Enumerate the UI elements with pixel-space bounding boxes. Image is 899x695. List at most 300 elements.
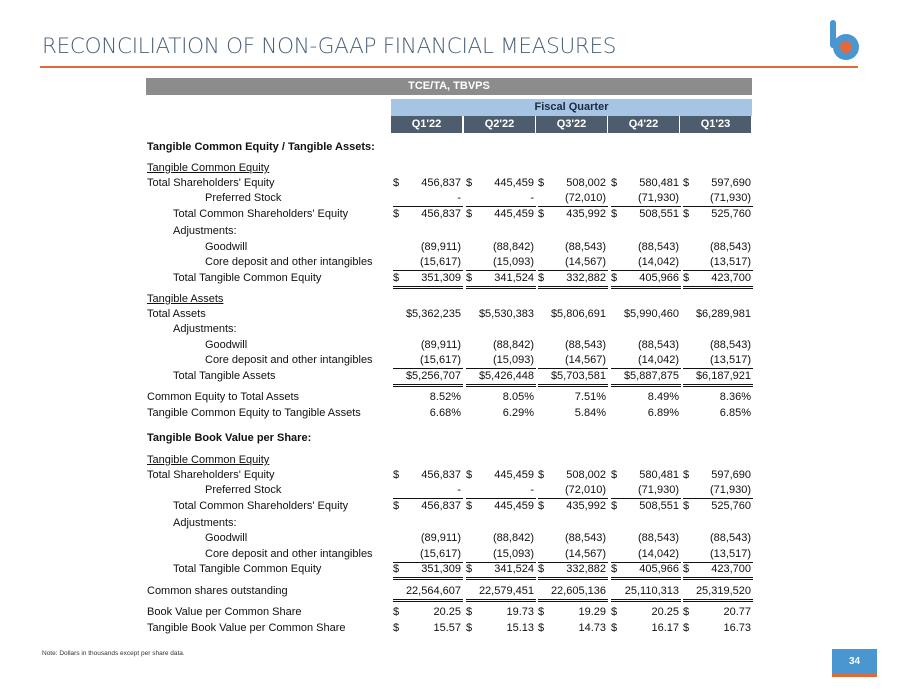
cell-value: 341,524: [494, 272, 534, 284]
table-cell: [611, 584, 681, 602]
table-cell: [393, 390, 463, 405]
cell-value: (88,543): [565, 241, 606, 253]
cell-value: 19.29: [578, 606, 606, 618]
cell-value: (88,543): [638, 241, 679, 253]
table-cell: [611, 531, 681, 546]
cell-value: 16.73: [723, 622, 751, 634]
row-label: Tangible Common Equity: [147, 454, 270, 466]
cell-value: $5,703,581: [550, 370, 606, 382]
table-cell: [683, 390, 753, 405]
table-row: [0, 605, 899, 620]
dollar-sign: $: [393, 272, 400, 284]
cell-value: 22,605,136: [550, 585, 606, 597]
dollar-sign: $: [538, 563, 545, 575]
cell-value: 25,319,520: [695, 585, 751, 597]
table-cell: [466, 483, 536, 499]
dollar-sign: $: [466, 469, 473, 481]
cell-value: (14,042): [638, 256, 679, 268]
table-cell: [611, 406, 681, 421]
cell-value: 445,459: [494, 469, 534, 481]
cell-value: (71,930): [710, 192, 751, 204]
cell-value: (15,617): [420, 548, 461, 560]
table-cell: [466, 240, 536, 255]
dollar-sign: $: [611, 208, 618, 220]
table-cell: [393, 353, 463, 369]
cell-value: (88,543): [565, 339, 606, 351]
table-cell: [538, 605, 608, 620]
table-cell: [683, 483, 753, 499]
table-row: [0, 390, 899, 405]
dollar-sign: $: [538, 606, 545, 618]
table-cell: [683, 369, 753, 387]
table-row: [0, 406, 899, 421]
table-cell: [466, 353, 536, 369]
dollar-sign: $: [611, 272, 618, 284]
dollar-sign: $: [466, 563, 473, 575]
dollar-sign: $: [538, 622, 545, 634]
dollar-sign: $: [393, 500, 400, 512]
row-label: Goodwill: [205, 532, 248, 544]
table-row: [0, 207, 899, 222]
table-row: [0, 161, 899, 176]
row-label: Goodwill: [205, 241, 248, 253]
table-cell: [683, 240, 753, 255]
table-cell: [393, 338, 463, 353]
column-header: Q3'22: [536, 116, 607, 133]
company-logo: [828, 18, 860, 62]
table-cell: [393, 499, 463, 514]
footnote: Note: Dollars in thousands except per share data.: [42, 650, 185, 657]
row-label: Preferred Stock: [205, 484, 282, 496]
row-label: Total Common Shareholders' Equity: [173, 208, 349, 220]
cell-value: $5,887,875: [623, 370, 679, 382]
table-cell: [538, 562, 608, 580]
cell-value: 508,551: [639, 500, 679, 512]
row-label: Core deposit and other intangibles: [205, 256, 373, 268]
table-cell: [466, 605, 536, 620]
cell-value: (14,042): [638, 548, 679, 560]
table-cell: [393, 621, 463, 636]
table-row: [0, 584, 899, 599]
cell-value: 332,882: [566, 563, 606, 575]
column-header: Q1'22: [391, 116, 462, 133]
cell-value: 435,992: [566, 500, 606, 512]
cell-value: 423,700: [711, 563, 751, 575]
dollar-sign: $: [466, 500, 473, 512]
table-cell: [466, 338, 536, 353]
cell-value: (88,543): [638, 339, 679, 351]
row-label: Adjustments:: [173, 225, 237, 237]
cell-value: 6.68%: [429, 407, 461, 419]
cell-value: $5,256,707: [405, 370, 461, 382]
table-row: [0, 468, 899, 483]
table-cell: [611, 390, 681, 405]
cell-value: (89,911): [420, 241, 461, 253]
cell-value: -: [457, 192, 461, 204]
column-header: Q1'23: [680, 116, 751, 133]
row-label: Total Assets: [147, 308, 206, 320]
table-cell: [538, 176, 608, 191]
table-cell: [393, 531, 463, 546]
cell-value: (71,930): [710, 484, 751, 496]
cell-value: 351,309: [421, 272, 461, 284]
cell-value: 8.36%: [719, 391, 751, 403]
table-cell: [538, 369, 608, 387]
cell-value: (15,093): [493, 548, 534, 560]
cell-value: $6,289,981: [695, 308, 751, 320]
table-cell: [538, 338, 608, 353]
cell-value: (89,911): [420, 339, 461, 351]
dollar-sign: $: [611, 563, 618, 575]
cell-value: (15,617): [420, 256, 461, 268]
cell-value: (15,617): [420, 354, 461, 366]
table-row: [0, 431, 899, 446]
column-header: Q2'22: [464, 116, 535, 133]
cell-value: 456,837: [421, 500, 461, 512]
table-cell: [611, 499, 681, 514]
cell-value: 6.85%: [719, 407, 751, 419]
cell-value: 445,459: [494, 208, 534, 220]
table-row: [0, 353, 899, 368]
table-cell: [538, 621, 608, 636]
table-cell: [538, 547, 608, 563]
row-label: Book Value per Common Share: [147, 606, 302, 618]
cell-value: 20.25: [433, 606, 461, 618]
table-cell: [393, 271, 463, 289]
table-row: [0, 516, 899, 531]
cell-value: 423,700: [711, 272, 751, 284]
dollar-sign: $: [683, 563, 690, 575]
cell-value: (14,567): [565, 354, 606, 366]
table-cell: [466, 531, 536, 546]
cell-value: (88,543): [710, 241, 751, 253]
table-cell: [611, 562, 681, 580]
cell-value: 22,579,451: [478, 585, 534, 597]
table-cell: [611, 338, 681, 353]
table-cell: [611, 547, 681, 563]
cell-value: (88,842): [493, 532, 534, 544]
table-cell: [538, 255, 608, 271]
table-cell: [611, 240, 681, 255]
cell-value: 5.84%: [574, 407, 606, 419]
table-cell: [393, 240, 463, 255]
table-cell: [611, 176, 681, 191]
dollar-sign: $: [683, 272, 690, 284]
table-cell: [466, 562, 536, 580]
table-cell: [393, 406, 463, 421]
cell-value: (71,930): [638, 192, 679, 204]
dollar-sign: $: [683, 500, 690, 512]
table-cell: [683, 255, 753, 271]
table-row: [0, 224, 899, 239]
table-cell: [611, 369, 681, 387]
cell-value: (15,093): [493, 354, 534, 366]
table-cell: [393, 584, 463, 602]
dollar-sign: $: [611, 177, 618, 189]
table-cell: [611, 621, 681, 636]
dollar-sign: $: [683, 622, 690, 634]
cell-value: (88,543): [710, 339, 751, 351]
cell-value: 15.57: [433, 622, 461, 634]
table-cell: [683, 605, 753, 620]
table-title: TCE/TA, TBVPS: [146, 78, 752, 95]
cell-value: (88,842): [493, 339, 534, 351]
cell-value: 525,760: [711, 208, 751, 220]
table-cell: [611, 191, 681, 207]
table-row: [0, 531, 899, 546]
row-label: Total Shareholders' Equity: [147, 469, 275, 481]
table-cell: [466, 499, 536, 514]
dollar-sign: $: [466, 272, 473, 284]
table-row: [0, 292, 899, 307]
row-label: Total Tangible Assets: [173, 370, 276, 382]
table-cell: [683, 562, 753, 580]
row-label: Tangible Book Value per Common Share: [147, 622, 346, 634]
table-cell: [393, 547, 463, 563]
table-cell: [538, 584, 608, 602]
table-row: [0, 369, 899, 384]
table-cell: [683, 353, 753, 369]
dollar-sign: $: [538, 272, 545, 284]
cell-value: 7.51%: [574, 391, 606, 403]
cell-value: 8.52%: [429, 391, 461, 403]
table-cell: [466, 307, 536, 322]
table-cell: [683, 531, 753, 546]
table-cell: [611, 207, 681, 222]
table-cell: [393, 307, 463, 322]
table-cell: [538, 483, 608, 499]
cell-value: (13,517): [710, 548, 751, 560]
table-cell: [683, 468, 753, 483]
table-cell: [393, 207, 463, 222]
row-label: Total Shareholders' Equity: [147, 177, 275, 189]
cell-value: 20.25: [651, 606, 679, 618]
page-title: RECONCILIATION OF NON-GAAP FINANCIAL MEASURES: [42, 34, 617, 59]
cell-value: -: [457, 484, 461, 496]
cell-value: (72,010): [565, 192, 606, 204]
table-cell: [466, 207, 536, 222]
table-row: [0, 453, 899, 468]
row-label: Tangible Assets: [147, 293, 224, 305]
cell-value: (13,517): [710, 354, 751, 366]
row-label: Preferred Stock: [205, 192, 282, 204]
table-row: [0, 483, 899, 498]
row-label: Adjustments:: [173, 517, 237, 529]
cell-value: 597,690: [711, 177, 751, 189]
table-cell: [611, 353, 681, 369]
cell-value: $5,530,383: [478, 308, 534, 320]
table-cell: [683, 176, 753, 191]
cell-value: $5,990,460: [623, 308, 679, 320]
cell-value: (72,010): [565, 484, 606, 496]
table-cell: [538, 240, 608, 255]
dollar-sign: $: [611, 500, 618, 512]
cell-value: 332,882: [566, 272, 606, 284]
column-header: Q4'22: [608, 116, 679, 133]
cell-value: (88,842): [493, 241, 534, 253]
cell-value: 22,564,607: [405, 585, 461, 597]
table-row: [0, 191, 899, 206]
dollar-sign: $: [393, 622, 400, 634]
cell-value: $5,806,691: [550, 308, 606, 320]
dollar-sign: $: [683, 208, 690, 220]
table-cell: [683, 338, 753, 353]
table-cell: [466, 369, 536, 387]
dollar-sign: $: [393, 208, 400, 220]
table-row: [0, 240, 899, 255]
cell-value: -: [530, 192, 534, 204]
dollar-sign: $: [538, 177, 545, 189]
cell-value: 6.89%: [647, 407, 679, 419]
cell-value: 525,760: [711, 500, 751, 512]
table-cell: [466, 191, 536, 207]
cell-value: (14,567): [565, 548, 606, 560]
table-cell: [466, 406, 536, 421]
table-cell: [611, 271, 681, 289]
cell-value: (88,543): [638, 532, 679, 544]
cell-value: $6,187,921: [695, 370, 751, 382]
table-row: [0, 547, 899, 562]
cell-value: 405,966: [639, 563, 679, 575]
row-label: Adjustments:: [173, 323, 237, 335]
table-cell: [466, 255, 536, 271]
dollar-sign: $: [683, 606, 690, 618]
table-cell: [393, 483, 463, 499]
table-row: [0, 499, 899, 514]
table-row: [0, 322, 899, 337]
table-cell: [611, 605, 681, 620]
cell-value: -: [530, 484, 534, 496]
table-cell: [538, 191, 608, 207]
cell-value: 405,966: [639, 272, 679, 284]
cell-value: 445,459: [494, 500, 534, 512]
table-cell: [538, 307, 608, 322]
table-cell: [393, 191, 463, 207]
cell-value: 341,524: [494, 563, 534, 575]
cell-value: 580,481: [639, 469, 679, 481]
table-cell: [393, 176, 463, 191]
page-number: 34: [832, 649, 877, 674]
dollar-sign: $: [393, 563, 400, 575]
table-cell: [393, 255, 463, 271]
row-label: Common shares outstanding: [147, 585, 288, 597]
dollar-sign: $: [538, 208, 545, 220]
dollar-sign: $: [393, 177, 400, 189]
table-cell: [538, 271, 608, 289]
dollar-sign: $: [683, 177, 690, 189]
table-cell: [393, 468, 463, 483]
dollar-sign: $: [611, 469, 618, 481]
table-cell: [466, 621, 536, 636]
cell-value: (14,567): [565, 256, 606, 268]
dollar-sign: $: [466, 177, 473, 189]
cell-value: 20.77: [723, 606, 751, 618]
cell-value: 8.05%: [502, 391, 534, 403]
table-cell: [538, 353, 608, 369]
row-label: Core deposit and other intangibles: [205, 354, 373, 366]
dollar-sign: $: [683, 469, 690, 481]
row-label: Goodwill: [205, 339, 248, 351]
table-cell: [611, 307, 681, 322]
row-label: Core deposit and other intangibles: [205, 548, 373, 560]
table-cell: [683, 191, 753, 207]
table-cell: [393, 605, 463, 620]
cell-value: (71,930): [638, 484, 679, 496]
cell-value: (13,517): [710, 256, 751, 268]
cell-value: 351,309: [421, 563, 461, 575]
title-underline: [40, 66, 858, 68]
table-cell: [683, 499, 753, 514]
cell-value: (15,093): [493, 256, 534, 268]
dollar-sign: $: [393, 469, 400, 481]
table-cell: [538, 406, 608, 421]
cell-value: $5,426,448: [478, 370, 534, 382]
table-cell: [466, 468, 536, 483]
cell-value: 508,551: [639, 208, 679, 220]
table-cell: [683, 621, 753, 636]
table-cell: [538, 207, 608, 222]
cell-value: (88,543): [565, 532, 606, 544]
row-label: Common Equity to Total Assets: [147, 391, 300, 403]
table-cell: [538, 468, 608, 483]
table-cell: [466, 547, 536, 563]
table-row: [0, 255, 899, 270]
table-cell: [538, 390, 608, 405]
table-cell: [466, 176, 536, 191]
cell-value: 25,110,313: [624, 585, 679, 597]
cell-value: 14.73: [578, 622, 606, 634]
table-cell: [466, 271, 536, 289]
cell-value: 6.29%: [502, 407, 534, 419]
table-row: [0, 621, 899, 636]
table-cell: [393, 369, 463, 387]
table-cell: [683, 307, 753, 322]
table-cell: [683, 406, 753, 421]
cell-value: 597,690: [711, 469, 751, 481]
dollar-sign: $: [538, 500, 545, 512]
fiscal-quarter-header: Fiscal Quarter: [391, 99, 752, 116]
row-label: Total Tangible Common Equity: [173, 272, 322, 284]
table-cell: [611, 483, 681, 499]
table-cell: [611, 255, 681, 271]
cell-value: (14,042): [638, 354, 679, 366]
table-cell: [466, 390, 536, 405]
table-cell: [611, 468, 681, 483]
row-label: Tangible Common Equity / Tangible Assets:: [147, 141, 375, 153]
page-number-underline: [832, 674, 877, 677]
cell-value: 456,837: [421, 208, 461, 220]
dollar-sign: $: [611, 622, 618, 634]
cell-value: 508,002: [566, 177, 606, 189]
table-cell: [683, 584, 753, 602]
cell-value: 16.17: [651, 622, 679, 634]
table-cell: [466, 584, 536, 602]
cell-value: 8.49%: [647, 391, 679, 403]
table-cell: [393, 562, 463, 580]
cell-value: 435,992: [566, 208, 606, 220]
table-row: [0, 140, 899, 155]
cell-value: 445,459: [494, 177, 534, 189]
cell-value: 508,002: [566, 469, 606, 481]
table-row: [0, 307, 899, 322]
dollar-sign: $: [611, 606, 618, 618]
table-cell: [683, 207, 753, 222]
table-row: [0, 271, 899, 286]
dollar-sign: $: [466, 622, 473, 634]
dollar-sign: $: [393, 606, 400, 618]
dollar-sign: $: [466, 208, 473, 220]
table-row: [0, 562, 899, 577]
